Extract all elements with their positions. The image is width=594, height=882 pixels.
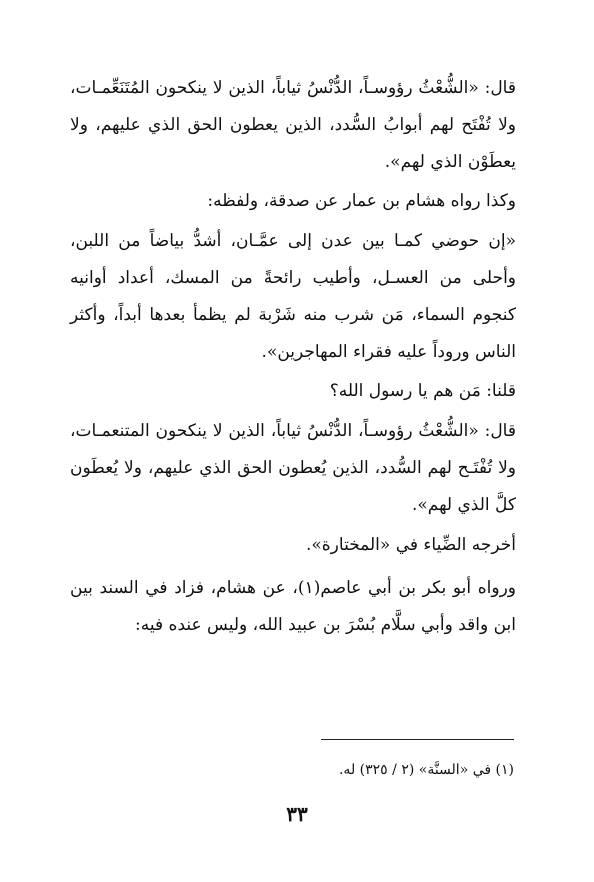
- paragraph-5: قال: «الشُّعْثُ رؤوسـاً، الدُّنْسُ ثياباً، الذين لا ينكحون المتنعمـات، ولا تُفْتَـح لهم السُّدد، الذين يُعطون الحق الذي عليهم، ولا يُعطَون كلَّ الذي لهم».: [70, 421, 516, 515]
- paragraph-6: أخرجه الضِّياء في «المختارة».: [305, 534, 516, 555]
- paragraph-7: ورواه أبو بكر بن أبي عاصم(١)، عن هشام، فزاد في السند بين ابن واقد وأبي سلَّام بُسْرَ بن عبيد الله، وليس عنده فيه:: [70, 578, 517, 636]
- page-number: ٣٣: [286, 802, 308, 826]
- paragraph-1: قال: «الشُّعْثُ رؤوسـاً، الدُّنْسُ ثياباً، الذين لا ينكحون المُتَنَعِّمـات، ولا تُفْتَح لهم أبوابُ السُّدد، الذين يعطون الحق الذي عليهم، ولا يعطَوْن الذي لهم».: [70, 78, 516, 172]
- paragraph-3: «إن حوضي كمـا بين عدن إلى عمَّـان، أشدُّ بياضاً من اللبن، وأحلى من العسـل، وأطيب رائحةً من المسك، أعداد أوانيه كنجوم السماء، مَن شرب منه شَرْبة لم يظمأ بعدها أبداً، وأكثر الناس وروداً عليه فقراء المهاجرين».: [70, 231, 516, 362]
- paragraph-4: قلنا: مَن هم يا رسول الله؟: [329, 381, 516, 402]
- footnote: (١) في «السنَّة» (٢ / ٣٢٥) له.: [338, 762, 514, 778]
- footnote-divider: [321, 739, 514, 740]
- paragraph-2: وكذا رواه هشام بن عمار عن صدقة، ولفظه:: [207, 191, 516, 212]
- main-text: [70, 70, 516, 644]
